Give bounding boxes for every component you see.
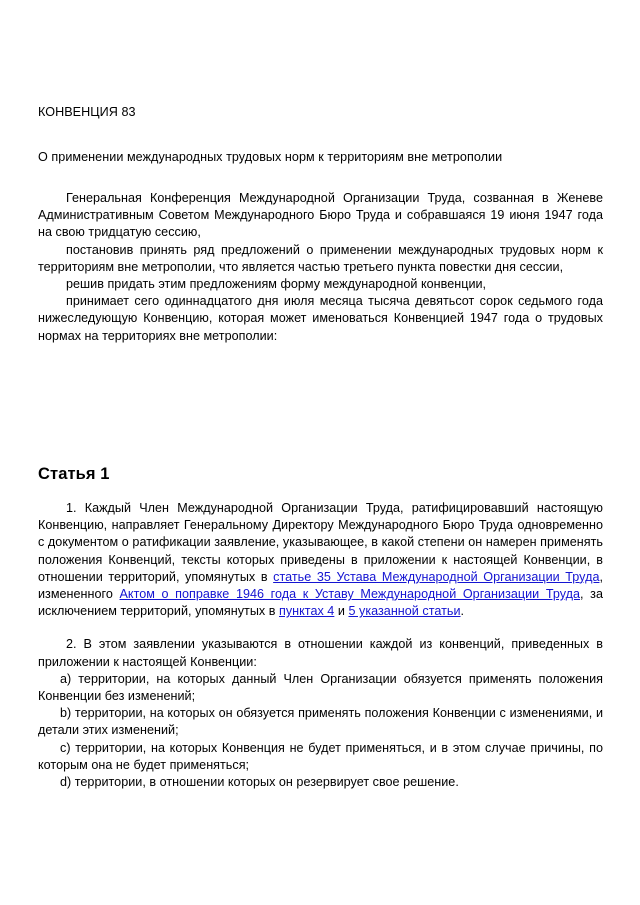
clause-1-mid-text-3: и <box>337 604 345 619</box>
clause-2-item-b: b) территории, на которых он обязуется применять положения Конвенции с изменениями, и детали этих изменений; <box>38 706 603 738</box>
preamble-block <box>38 190 603 345</box>
link-paragraph-4[interactable]: пунктах 4 <box>279 604 335 619</box>
article-heading: Статья 1 <box>38 465 110 483</box>
convention-number: КОНВЕНЦИЯ 83 <box>38 105 136 119</box>
clause-1-tail-text: . <box>460 604 465 619</box>
link-ilo-constitution-article-35[interactable]: статье 35 Устава Международной Организации Труда <box>273 569 600 584</box>
clause-1-lead-text: 1. Каждый Член Международной Организации Труда, ратифицировавший настоящую Конвенцию, направляет Генеральному Директору Международного Бюро Труда одновременно с документом о ратификации заявление, указывающее, в какой степени он намерен применять положения Конвенций, тексты которых приведены в приложении к настоящей Конвенции, в отношении территорий, упомянутых в <box>38 501 603 584</box>
clause-1-mid-text-2: , за исключением территорий, упомянутых в <box>38 587 603 619</box>
link-paragraph-5[interactable]: 5 указанной статьи <box>348 604 461 619</box>
preamble-paragraph-1: Генеральная Конференция Международной Организации Труда, созванная в Женеве Административным Советом Международного Бюро Труда и собравшаяся 19 июня 1947 года на свою тридцатую сессию, <box>38 191 603 240</box>
convention-title: О применении международных трудовых норм к территориям вне метрополии <box>38 150 503 164</box>
preamble-paragraph-2: постановив принять ряд предложений о применении международных трудовых норм к территориям вне метрополии, что является частью третьего пункта повестки дня сессии, <box>38 242 603 274</box>
preamble-paragraph-4: принимает сего одиннадцатого дня июля месяца тысяча девятьсот сорок седьмого года нижеследующую Конвенцию, которая может именоваться Конвенцией 1947 года о трудовых нормах на территориях вне метрополии: <box>38 294 603 343</box>
clause-2-lead-paragraph: 2. В этом заявлении указываются в отношении каждой из конвенций, приведенных в приложении к настоящей Конвенции: <box>38 637 603 669</box>
article-body <box>38 500 603 791</box>
document-header-block <box>38 104 603 345</box>
link-1946-amendment-act[interactable]: Актом о поправке 1946 года к Уставу Международной Организации Труда <box>119 587 581 602</box>
clause-2-item-d: d) территории, в отношении которых он резервирует свое решение. <box>60 775 459 790</box>
clause-2-item-c: c) территории, на которых Конвенция не будет применяться, и в этом случае причины, по которым она не будет применяться; <box>38 740 603 772</box>
preamble-paragraph-3: решив придать этим предложениям форму международной конвенции, <box>66 277 487 292</box>
clause-1-paragraph <box>38 500 603 620</box>
clause-2-item-a: a) территории, на которых данный Член Организации обязуется применять положения Конвенции без изменений; <box>38 671 603 704</box>
clause-1-mid-text-1: , измененного <box>38 569 603 602</box>
